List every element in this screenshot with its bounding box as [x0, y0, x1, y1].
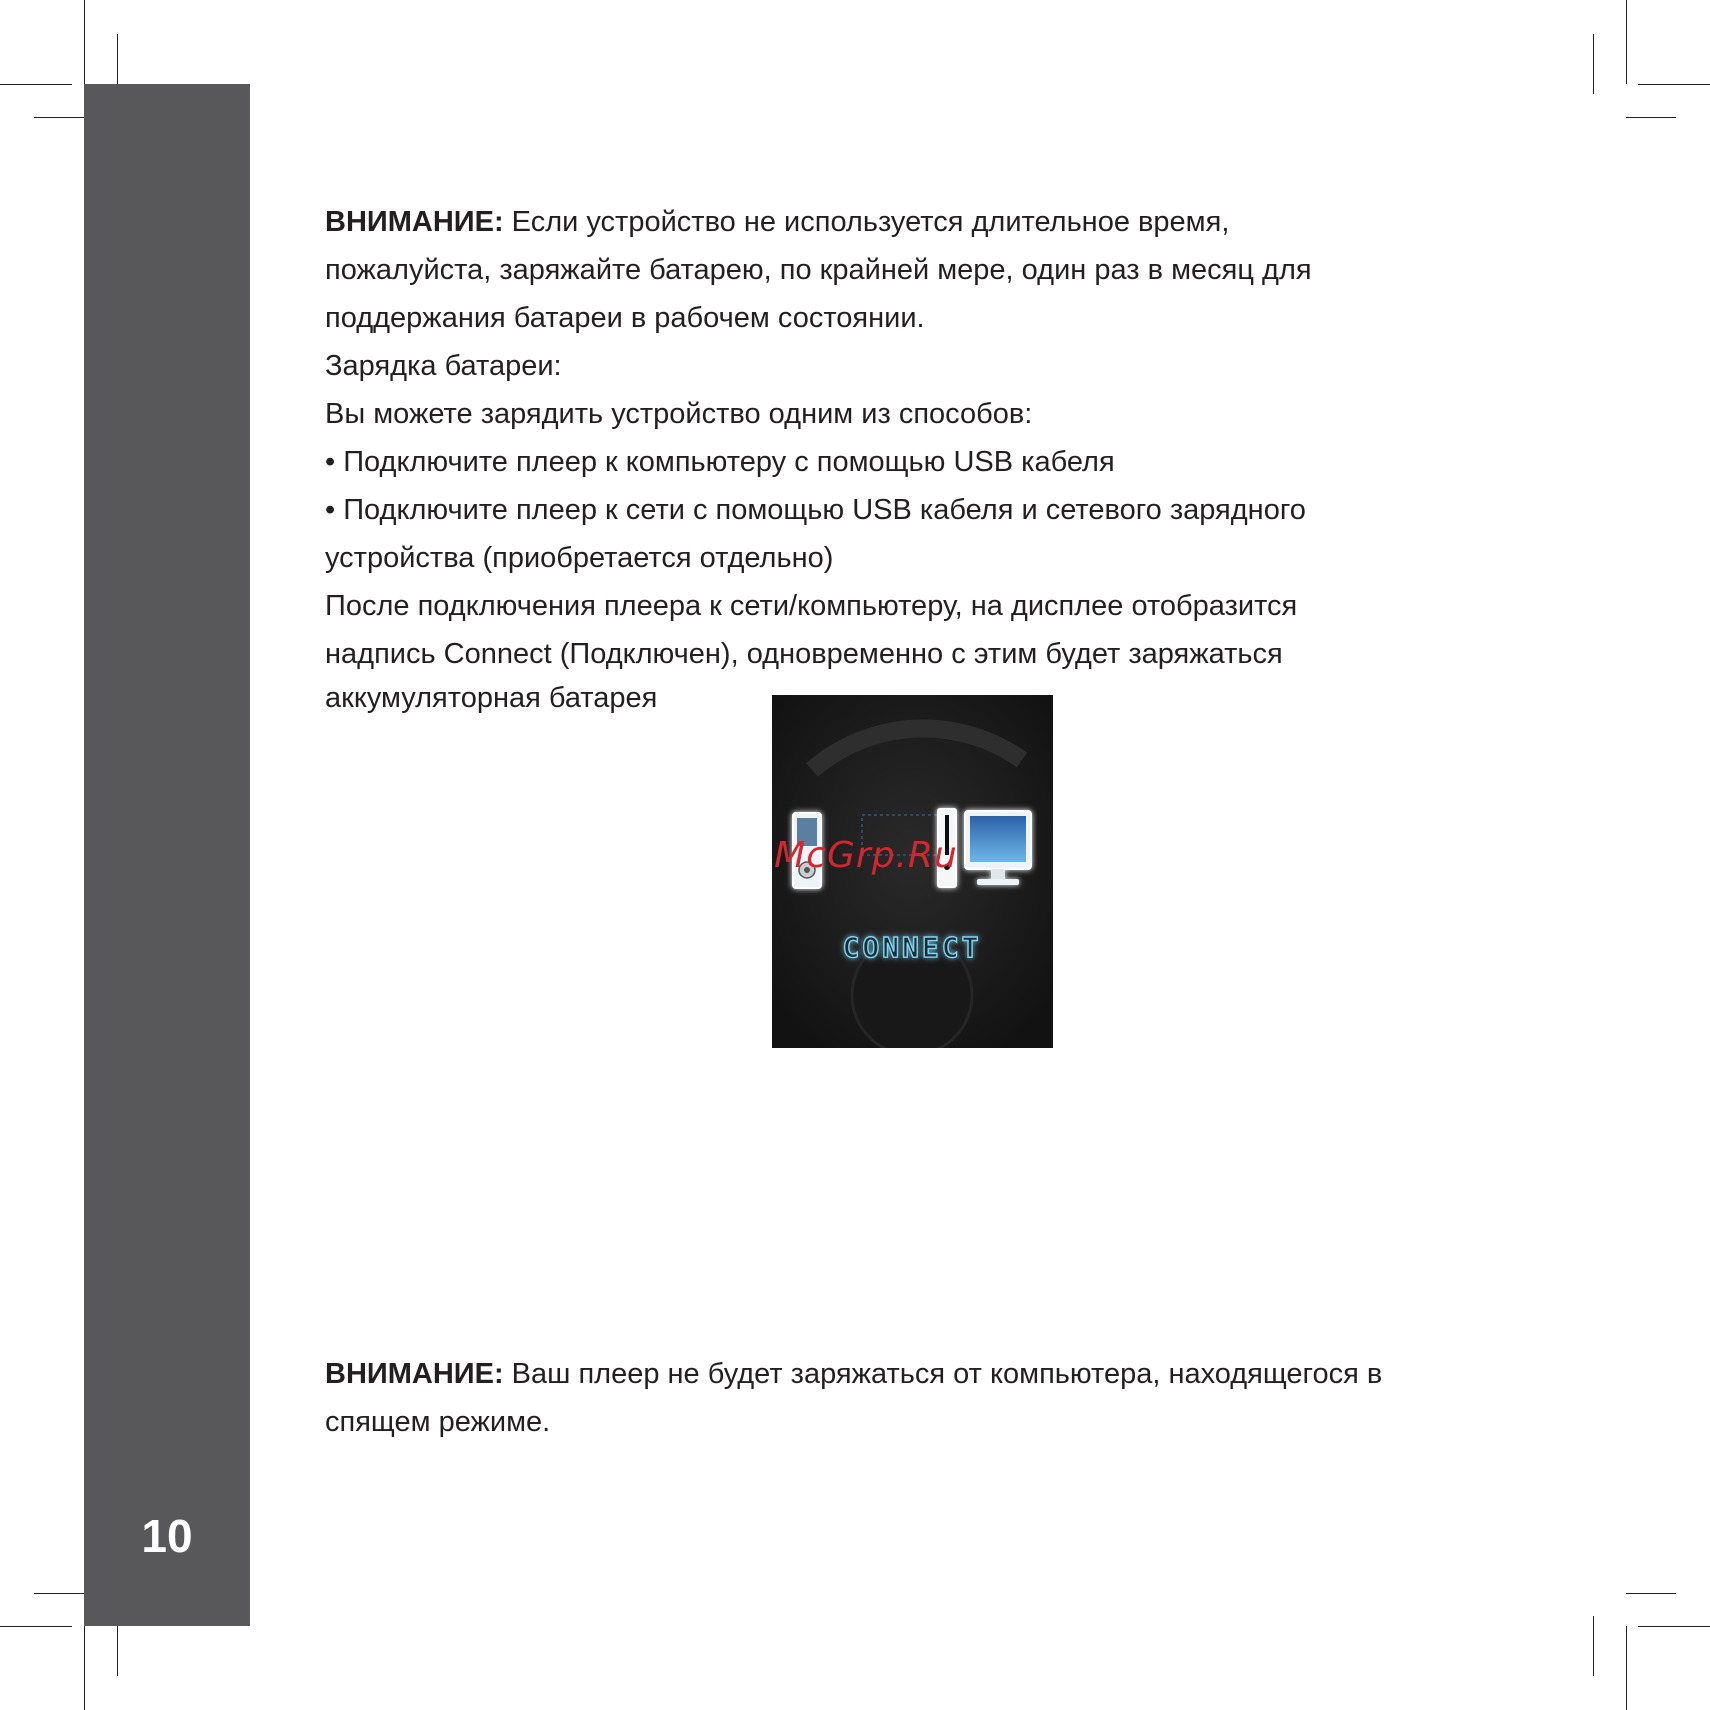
crop-mark	[1626, 1626, 1627, 1710]
after-connect-line3: аккумуляторная батарея	[325, 682, 658, 714]
bullet-network-line2: устройства (приобретается отдельно)	[325, 542, 834, 574]
crop-mark	[1638, 84, 1710, 85]
crop-mark	[84, 0, 85, 84]
crop-mark	[1593, 1616, 1594, 1676]
crop-mark	[0, 1626, 72, 1627]
crop-mark	[0, 84, 72, 85]
warning-label: ВНИМАНИЕ:	[325, 206, 504, 238]
warning-top-line2: пожалуйста, заряжайте батарею, по крайней мере, один раз в месяц для	[325, 254, 1312, 286]
bullet-network-line1: • Подключите плеер к сети с помощью USB кабеля и сетевого зарядного	[325, 494, 1306, 526]
crop-mark	[1638, 1626, 1710, 1627]
warning-top-line1	[325, 204, 1229, 240]
crop-mark	[1593, 34, 1594, 94]
methods-intro: Вы можете зарядить устройство одним из способов:	[325, 398, 1033, 430]
warning-label: ВНИМАНИЕ:	[325, 1358, 504, 1390]
page-sidebar	[84, 84, 250, 1626]
crop-mark	[84, 1626, 85, 1710]
crop-mark	[1626, 1593, 1676, 1594]
bullet-computer: • Подключите плеер к компьютеру с помощью USB кабеля	[325, 446, 1115, 478]
crop-mark	[34, 1593, 84, 1594]
charging-heading: Зарядка батареи:	[325, 350, 562, 382]
page-number: 10	[141, 1510, 193, 1562]
crop-mark	[34, 117, 84, 118]
warning-top-line3: поддержания батареи в рабочем состоянии.	[325, 302, 925, 334]
connect-label: CONNECT	[842, 931, 982, 964]
warning-text: Если устройство не используется длительное время,	[503, 206, 1230, 238]
warning-text: Ваш плеер не будет заряжаться от компьютера, находящегося в	[503, 1358, 1383, 1390]
warning-bottom-line1	[325, 1356, 1382, 1392]
after-connect-line1: После подключения плеера к сети/компьютеру, на дисплее отобразится	[325, 590, 1298, 622]
crop-mark	[1626, 0, 1627, 84]
after-connect-line2: надпись Connect (Подключен), одновременно с этим будет заряжаться	[325, 638, 1283, 670]
watermark-text: McGrp.Ru	[774, 835, 958, 876]
warning-bottom-line2: спящем режиме.	[325, 1406, 551, 1438]
crop-mark	[1626, 117, 1676, 118]
